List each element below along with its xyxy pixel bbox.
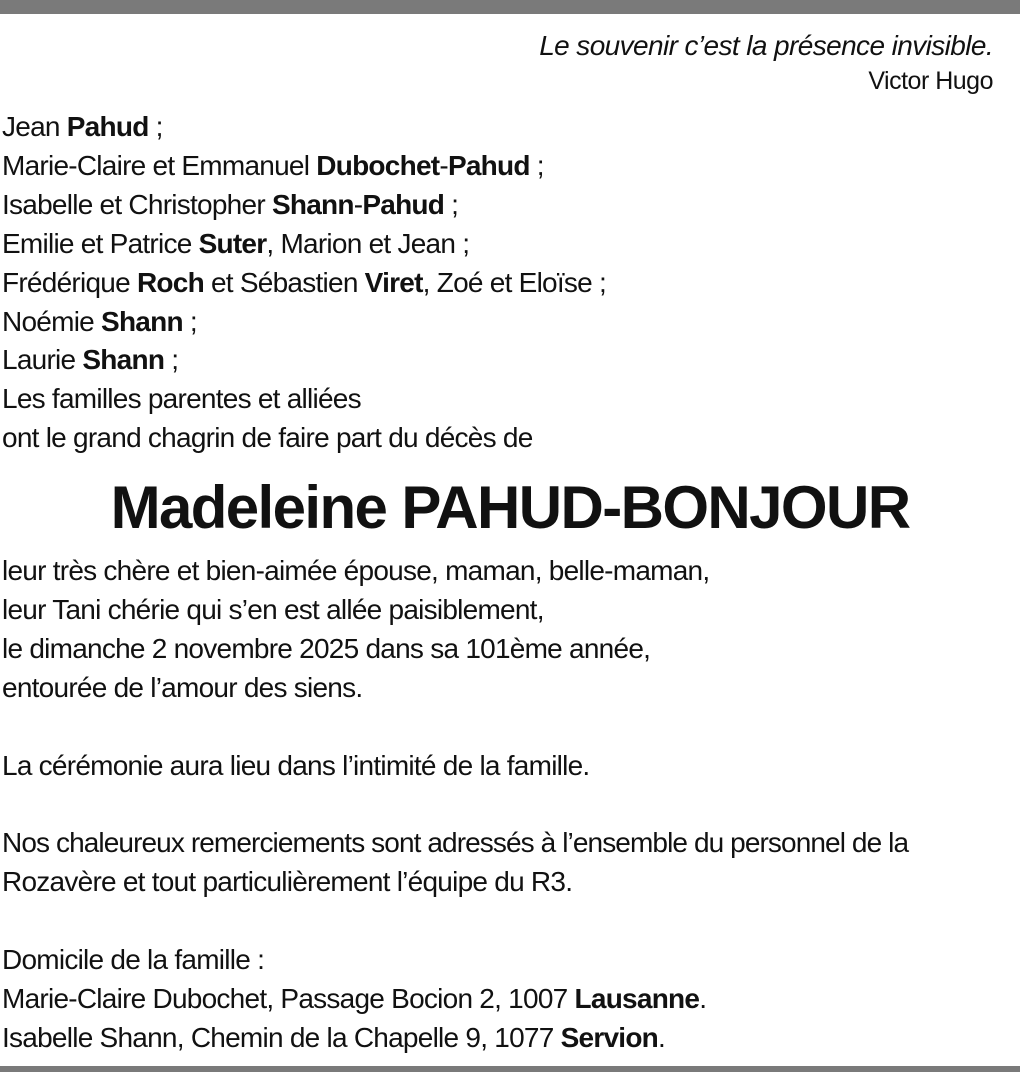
description-line: leur très chère et bien-aimée épouse, maman, belle-maman, (2, 555, 710, 586)
family-text: Les familles parentes et alliées (2, 383, 361, 415)
description-line: entourée de l’amour des siens. (2, 671, 363, 703)
announcement-body (2, 552, 908, 1058)
domicile-address (2, 1019, 908, 1058)
family-surname: Viret (364, 266, 423, 298)
family-text: ; (148, 111, 163, 142)
family-text: Frédérique (2, 266, 137, 298)
family-line (2, 147, 606, 186)
family-text: Laurie (2, 344, 83, 376)
family-text: ; (164, 344, 179, 376)
family-text: ont le grand chagrin de faire part du décès de (2, 422, 533, 454)
description-line: le dimanche 2 novembre 2025 dans sa 101ème année, (2, 632, 651, 664)
family-surname: Pahud (447, 149, 530, 181)
family-line (2, 225, 606, 264)
family-text: Jean (2, 111, 67, 142)
family-surname: Dubochet (316, 149, 440, 181)
family-line (2, 380, 606, 419)
family-text: , Zoé et Eloïse ; (422, 266, 607, 298)
family-line (2, 186, 606, 225)
address-text: Marie-Claire Dubochet, Passage Bocion 2, 1007 (2, 982, 575, 1014)
family-text: , Marion et Jean ; (266, 227, 470, 259)
family-surname: Shann (101, 305, 183, 337)
family-line (2, 108, 606, 147)
family-text: - (353, 188, 363, 220)
domicile-heading: Domicile de la famille : (2, 944, 265, 976)
family-text: Noémie (2, 305, 102, 337)
family-surname: Pahud (362, 188, 445, 220)
description-line: leur Tani chérie qui s’en est allée paisiblement, (2, 593, 544, 625)
address-end: . (658, 1021, 666, 1053)
family-line (2, 264, 606, 303)
family-text: Marie-Claire et Emmanuel (2, 149, 317, 181)
family-surname: Shann (271, 188, 354, 220)
family-text: Isabelle et Christopher (2, 188, 272, 220)
family-surname: Suter (198, 227, 267, 259)
address-city: Servion (560, 1021, 659, 1053)
thanks-line: Nos chaleureux remerciements sont adressés à l’ensemble du personnel de la (2, 827, 909, 859)
family-text: - (439, 149, 448, 181)
bottom-border-rule (0, 1066, 1020, 1072)
address-city: Lausanne (574, 982, 700, 1014)
deceased-name: Madeleine PAHUD-BONJOUR (110, 474, 910, 541)
family-text: ; (529, 149, 544, 181)
epigraph (539, 28, 993, 98)
family-surname: Roch (136, 266, 204, 298)
family-surname: Shann (82, 344, 165, 376)
epigraph-author: Victor Hugo (868, 67, 993, 95)
family-text: et Sébastien (203, 266, 365, 298)
address-end: . (699, 982, 707, 1014)
address-text: Isabelle Shann, Chemin de la Chapelle 9, 1077 (2, 1021, 561, 1053)
family-list (2, 108, 606, 458)
top-border-rule (0, 0, 1020, 14)
family-text: Emilie et Patrice (2, 227, 199, 259)
ceremony-notice: La cérémonie aura lieu dans l’intimité de la famille. (2, 749, 590, 781)
family-text: ; (444, 188, 459, 220)
thanks-line: Rozavère et tout particulièrement l’équipe du R3. (2, 866, 573, 898)
family-line (2, 419, 606, 458)
family-line (2, 303, 606, 342)
family-line (2, 341, 606, 380)
domicile-address (2, 980, 908, 1019)
family-surname: Pahud (66, 111, 149, 142)
family-text: ; (182, 305, 197, 337)
epigraph-quote: Le souvenir c’est la présence invisible. (539, 30, 993, 61)
